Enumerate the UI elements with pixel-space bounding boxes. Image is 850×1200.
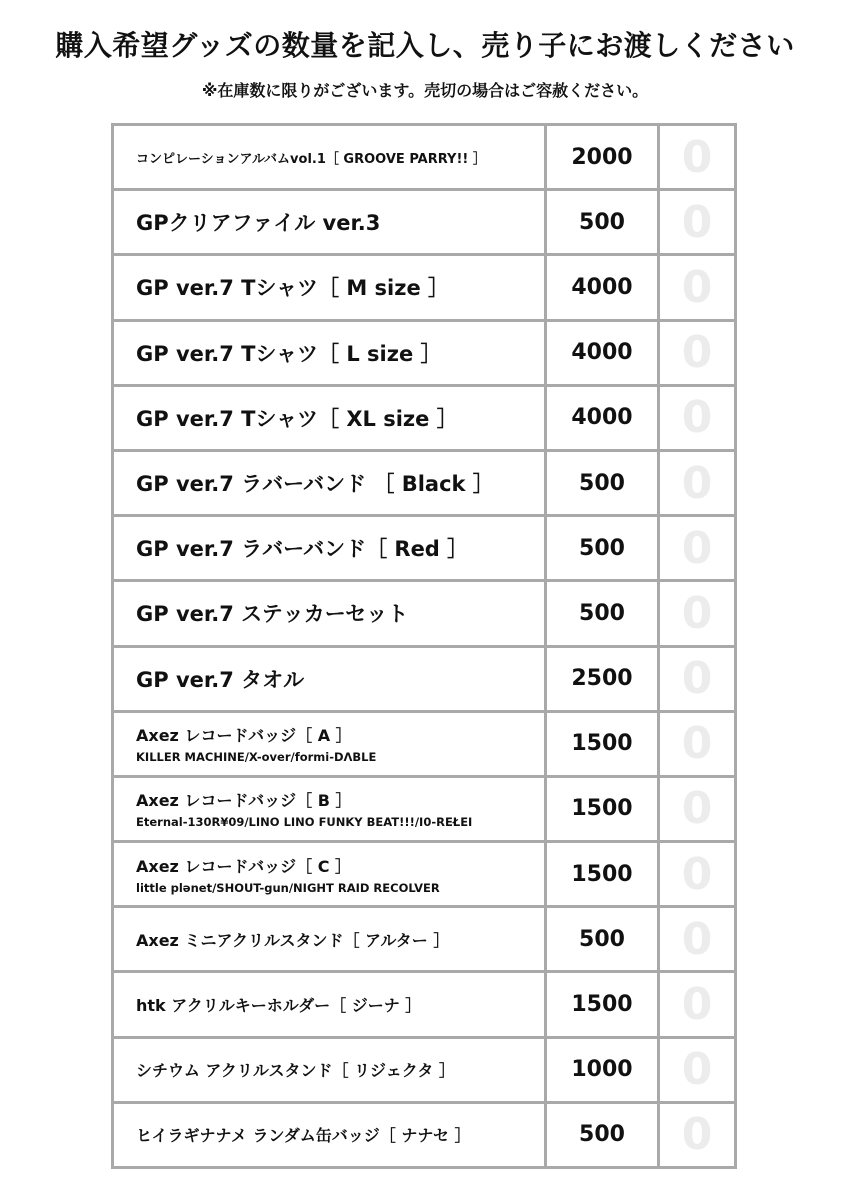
item-name: ヒイラギナナメ ランダム缶バッジ［ ナナセ ］ xyxy=(136,1126,471,1146)
item-name-cell xyxy=(114,1039,544,1101)
item-quantity-field[interactable]: 0 xyxy=(660,256,734,318)
item-name: htk アクリルキーホルダー［ ジーナ ］ xyxy=(136,996,422,1016)
item-subtitle: Eternal-130R¥09/LINO LINO FUNKY BEAT!!!/I0-REŁEI xyxy=(136,815,473,830)
item-price: 1500 xyxy=(547,843,657,905)
item-quantity-field[interactable]: 0 xyxy=(660,517,734,579)
item-quantity-field[interactable]: 0 xyxy=(660,908,734,970)
item-price: 4000 xyxy=(547,256,657,318)
item-quantity-field[interactable]: 0 xyxy=(660,191,734,253)
item-name: GP ver.7 タオル xyxy=(136,667,305,692)
item-name: GP ver.7 Tシャツ［ L size ］ xyxy=(136,341,442,366)
item-quantity-field[interactable]: 0 xyxy=(660,648,734,710)
item-name: GPクリアファイル ver.3 xyxy=(136,211,381,236)
item-quantity-field[interactable]: 0 xyxy=(660,1039,734,1101)
item-subtitle: KILLER MACHINE/X-over/formi-DΛBLE xyxy=(136,750,377,765)
item-subtitle: little plǝnet/SHOUT-gun/NIGHT RAID RECOLVER xyxy=(136,880,440,895)
item-quantity-field[interactable]: 0 xyxy=(660,1104,734,1166)
item-price: 1500 xyxy=(547,713,657,775)
item-name: Axez レコードバッジ［ C ］ xyxy=(136,856,352,876)
item-quantity-field[interactable]: 0 xyxy=(660,713,734,775)
item-name-cell xyxy=(114,648,544,710)
item-name-cell xyxy=(114,778,544,840)
item-name-cell xyxy=(114,126,544,188)
item-name-cell xyxy=(114,1104,544,1166)
item-price: 500 xyxy=(547,517,657,579)
item-quantity-field[interactable]: 0 xyxy=(660,973,734,1035)
item-price: 500 xyxy=(547,452,657,514)
item-name: GP ver.7 ラバーバンド［ Red ］ xyxy=(136,537,469,562)
item-name-cell xyxy=(114,713,544,775)
stock-note: ※在庫数に限りがございます。売切の場合はご容赦ください。 xyxy=(201,81,649,100)
item-quantity-field[interactable]: 0 xyxy=(660,582,734,644)
item-name-cell xyxy=(114,582,544,644)
item-price: 4000 xyxy=(547,387,657,449)
item-quantity-field[interactable]: 0 xyxy=(660,452,734,514)
item-name: シチウム アクリルスタンド［ リジェクタ ］ xyxy=(136,1061,455,1081)
item-name: GP ver.7 Tシャツ［ XL size ］ xyxy=(136,406,458,431)
item-name-cell xyxy=(114,387,544,449)
item-name: Axez レコードバッジ［ B ］ xyxy=(136,791,352,811)
item-name: GP ver.7 ラバーバンド ［ Black ］ xyxy=(136,472,494,497)
item-price: 500 xyxy=(547,582,657,644)
item-price: 500 xyxy=(547,908,657,970)
item-name-cell xyxy=(114,843,544,905)
item-quantity-field[interactable]: 0 xyxy=(660,843,734,905)
item-name-cell xyxy=(114,908,544,970)
item-name-cell xyxy=(114,322,544,384)
item-name: GP ver.7 Tシャツ［ M size ］ xyxy=(136,276,450,301)
item-price: 1500 xyxy=(547,778,657,840)
item-name: Axez ミニアクリルスタンド［ アルター ］ xyxy=(136,930,450,950)
item-name-cell xyxy=(114,517,544,579)
item-name-cell xyxy=(114,191,544,253)
item-name: コンピレーションアルバムvol.1［ GROOVE PARRY!! ］ xyxy=(136,151,486,167)
item-price: 1500 xyxy=(547,973,657,1035)
page-title: 購入希望グッズの数量を記入し、売り子にお渡しください xyxy=(55,29,795,62)
item-quantity-field[interactable]: 0 xyxy=(660,778,734,840)
item-price: 1000 xyxy=(547,1039,657,1101)
item-price: 4000 xyxy=(547,322,657,384)
item-quantity-field[interactable]: 0 xyxy=(660,126,734,188)
item-price: 2000 xyxy=(547,126,657,188)
item-price: 500 xyxy=(547,191,657,253)
item-name-cell xyxy=(114,973,544,1035)
item-price: 2500 xyxy=(547,648,657,710)
item-name: Axez レコードバッジ［ A ］ xyxy=(136,726,352,746)
item-name: GP ver.7 ステッカーセット xyxy=(136,602,409,627)
item-name-cell xyxy=(114,256,544,318)
item-quantity-field[interactable]: 0 xyxy=(660,322,734,384)
item-price: 500 xyxy=(547,1104,657,1166)
order-table xyxy=(111,123,737,1169)
item-name-cell xyxy=(114,452,544,514)
item-quantity-field[interactable]: 0 xyxy=(660,387,734,449)
